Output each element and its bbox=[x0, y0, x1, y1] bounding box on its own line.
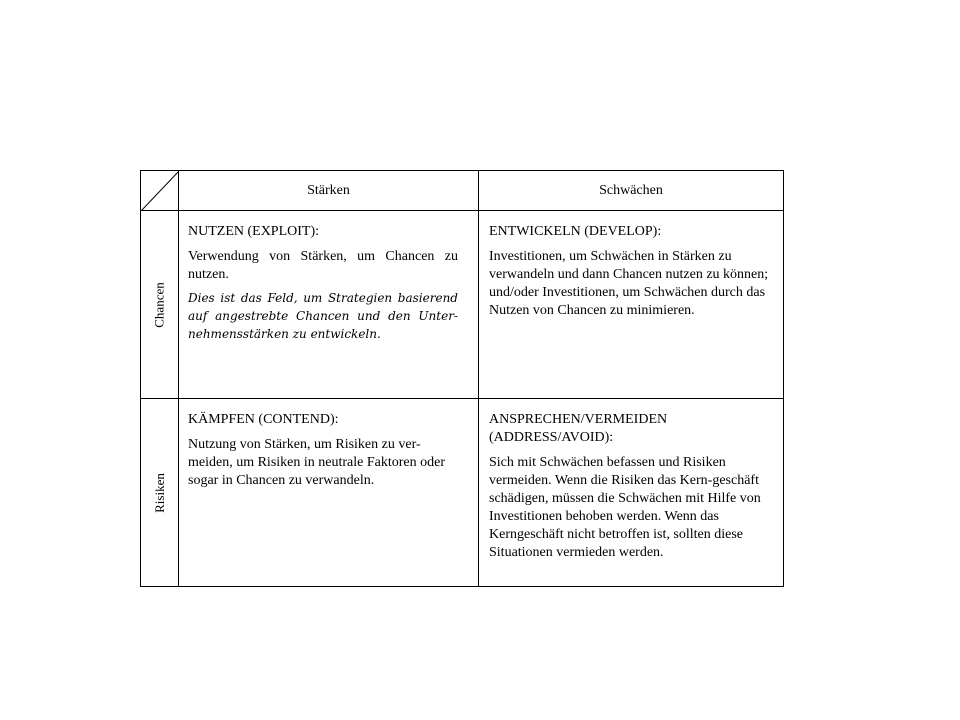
swot-matrix bbox=[140, 170, 784, 587]
row-label-risiken bbox=[141, 399, 179, 586]
column-header-staerken-label: Stärken bbox=[307, 182, 350, 198]
corner-diagonal bbox=[141, 171, 179, 211]
cell-description: Verwendung von Stärken, um Chancen zu nutzen. bbox=[188, 249, 458, 282]
row-label-chancen-text: Chancen bbox=[152, 281, 168, 328]
cell-description: Sich mit Schwächen befassen und Risiken vermeiden. Wenn die Risiken das Kern-geschäft schädigen, müssen die Schwächen mit Hilfe von Investitionen behoben werden. Wenn das Kerngeschäft nicht betroffen ist, sollten diese Situationen vermieden werden. bbox=[489, 455, 761, 560]
column-header-schwaechen-label: Schwächen bbox=[599, 182, 663, 198]
cell-risiken-schwaechen bbox=[489, 411, 781, 567]
cell-title: NUTZEN (EXPLOIT): bbox=[188, 224, 320, 239]
cell-title: ENTWICKELN (DEVELOP): bbox=[489, 224, 662, 239]
cell-chancen-schwaechen bbox=[489, 223, 773, 325]
grid-line-vertical-middle bbox=[478, 171, 479, 586]
cell-description: Investitionen, um Schwächen in Stärken zu verwandeln und dann Chancen nutzen zu können; und/oder Investitionen, um Schwächen durch das Nutzen von Chancen zu minimieren. bbox=[489, 249, 769, 318]
grid-line-horizontal-middle bbox=[141, 398, 783, 399]
cell-risiken-staerken bbox=[188, 411, 460, 495]
row-label-risiken-text: Risiken bbox=[152, 472, 168, 513]
row-label-chancen bbox=[141, 211, 179, 398]
cell-note: Dies ist das Feld, um Strategien basierend auf angestrebte Chancen und den Unter-nehmensstärken zu entwickeln. bbox=[188, 291, 458, 341]
cell-description: Nutzung von Stärken, um Risiken zu ver-meiden, um Risiken in neutrale Faktoren oder sogar in Chancen zu verwandeln. bbox=[188, 437, 445, 488]
column-header-schwaechen bbox=[479, 171, 783, 210]
column-header-staerken bbox=[179, 171, 478, 210]
grid-line-horizontal-header bbox=[141, 210, 783, 211]
cell-title: ANSPRECHEN/VERMEIDEN (ADDRESS/AVOID): bbox=[489, 412, 668, 445]
cell-title: KÄMPFEN (CONTEND): bbox=[188, 412, 339, 427]
cell-chancen-staerken bbox=[188, 223, 458, 343]
